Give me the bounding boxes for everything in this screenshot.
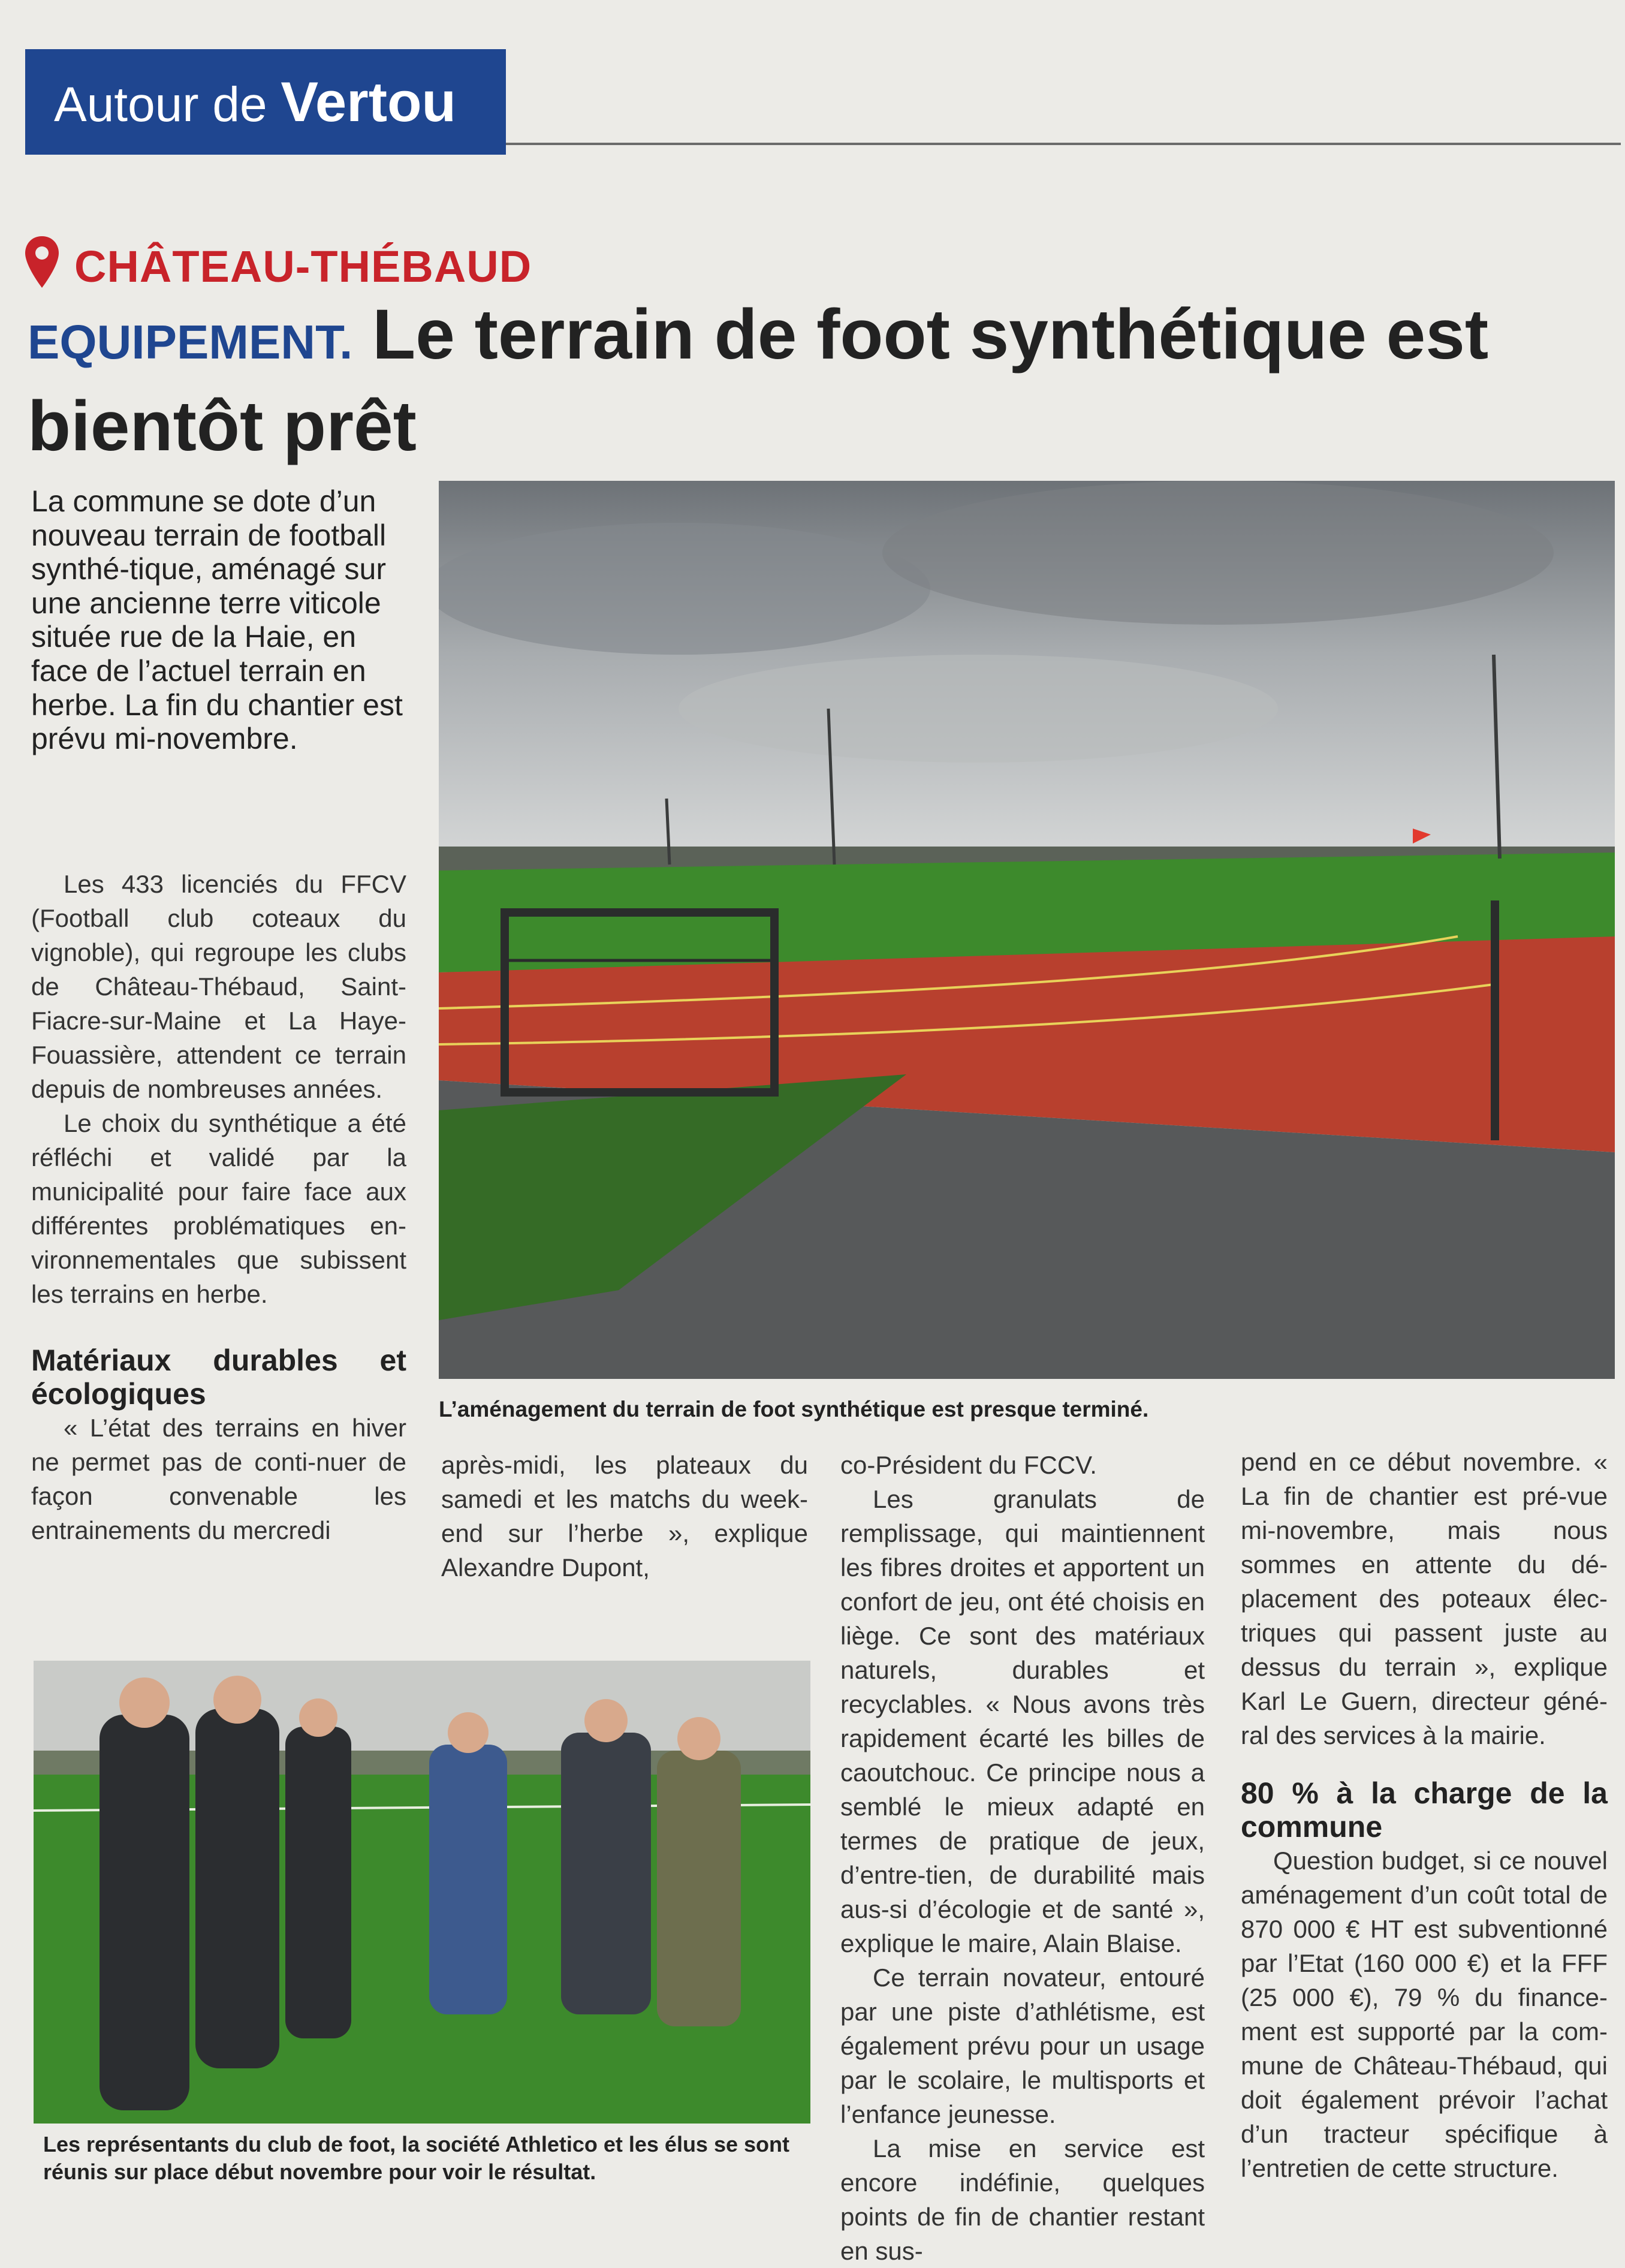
- column-2: [441, 1448, 808, 1585]
- paragraph: Question budget, si ce nouvel aménagement d’un coût total de 870 000 € HT est subventionné par l’Etat (160 000 €) et la FFF (25 000 €), 79 % du finance-ment est supporté par la com-mune de Château-Thébaud, qui doit également prévoir l’achat d’un tracteur spécifique à l’entretien de cette structure.: [1241, 1847, 1608, 2182]
- column-1: [31, 867, 406, 1547]
- photo-caption: L’aménagement du terrain de foot synthétique est presque terminé.: [439, 1397, 1149, 1421]
- paragraph: après-midi, les plateaux du samedi et les matchs du week-end sur l’herbe », explique Alexandre Dupont,: [441, 1451, 808, 1582]
- rubric-prefix: Autour de: [54, 77, 267, 132]
- article-chapo: La commune se dote d’un nouveau terrain de football synthé-tique, aménagé sur une ancienne terre viticole située rue de la Haie, en face de l’actuel terrain en herbe. La fin du chantier est prévu mi-novembre.: [31, 484, 403, 756]
- paragraph: Les 433 licenciés du FFCV (Football club coteaux du vignoble), qui regroupe les clubs de Château-Thébaud, Saint-Fiacre-sur-Maine et La Haye-Fouassière, attendent ce terrain depuis de nombreuses années.: [31, 870, 406, 1103]
- paragraph: Les granulats de remplissage, qui maintiennent les fibres droites et apportent un confort de jeu, ont été choisis en liège. Ce sont des matériaux naturels, durables et recyclables. « Nous avons très rapidement écarté les billes de caoutchouc. Ce principe nous a semblé le mieux adapté en termes de pratique de jeux, d’entre-tien, de durabilité mais aus-si d’écologie et de santé », explique le maire, Alain Blaise.: [840, 1485, 1205, 1957]
- paragraph: Le choix du synthétique a été réfléchi et validé par la municipalité pour faire face aux différentes problématiques en-vironnementales que subissent les terrains en herbe.: [31, 1109, 406, 1308]
- paragraph: pend en ce début novembre. « La fin de chantier est pré-vue mi-novembre, mais nous sommes en attente du dé-placement des poteaux élec-triques qui passent juste au dessus du terrain », explique Karl Le Guern, directeur géné-ral des services à la mairie.: [1241, 1448, 1608, 1749]
- group-photo: [34, 1661, 810, 2124]
- subheading: 80 % à la charge de la commune: [1241, 1776, 1608, 1844]
- paragraph: co-Président du FCCV.: [840, 1451, 1097, 1479]
- section-rubric: [25, 49, 506, 155]
- column-3: [840, 1448, 1205, 2268]
- article-headline: [28, 293, 1586, 468]
- header-rule: [506, 143, 1621, 145]
- article-location: CHÂTEAU-THÉBAUD: [74, 242, 532, 291]
- article-title: Le terrain de foot synthétique est bientôt prêt: [28, 295, 1489, 466]
- photo-caption: Les représentants du club de foot, la société Athletico et les élus se sont réunis sur place début novembre pour voir le résultat.: [43, 2132, 789, 2184]
- paragraph: La mise en service est encore indéfinie, quelques points de fin de chantier restant en sus-: [840, 2134, 1205, 2265]
- column-4: [1241, 1445, 1608, 2185]
- article-kicker: EQUIPEMENT.: [28, 315, 353, 369]
- location-pin-icon: [23, 235, 61, 290]
- pitch-photo: [439, 481, 1615, 1379]
- paragraph: Ce terrain novateur, entouré par une piste d’athlétisme, est également prévu pour un usage par le scolaire, le multisports et l’enfance jeunesse.: [840, 1963, 1205, 2128]
- subheading: Matériaux durables et écologiques: [31, 1344, 406, 1411]
- rubric-town: Vertou: [281, 70, 456, 133]
- paragraph: « L’état des terrains en hiver ne permet pas de conti-nuer de façon convenable les entrainements du mercredi: [31, 1414, 406, 1544]
